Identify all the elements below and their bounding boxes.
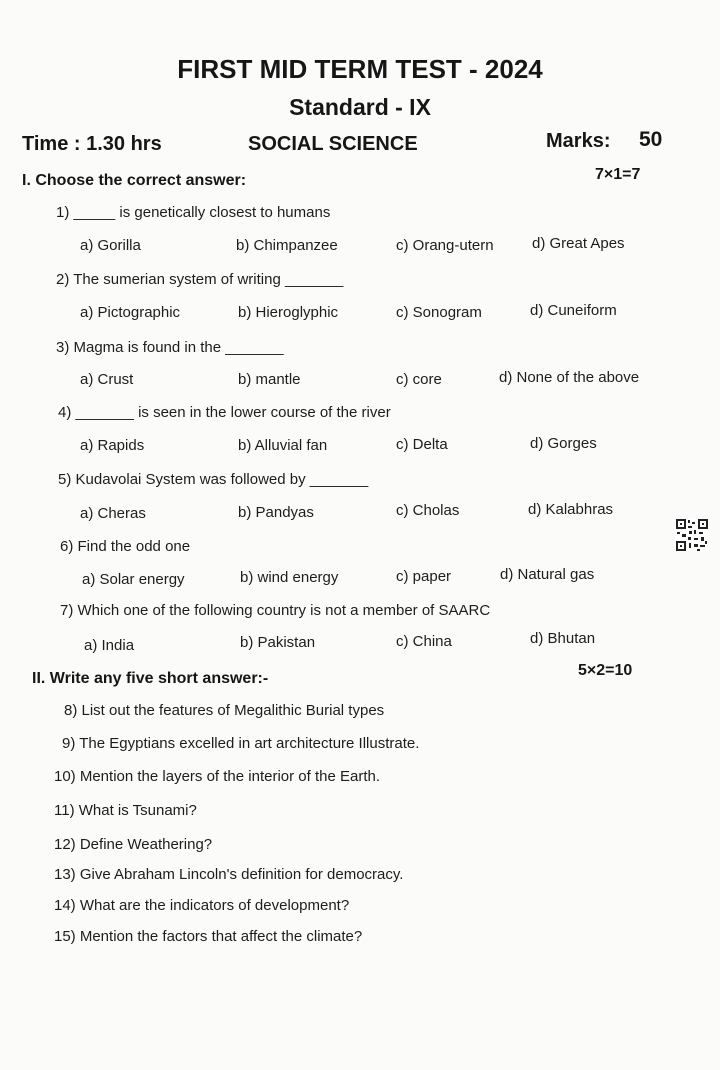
q6-option-c: c) paper <box>396 568 452 585</box>
question-15: 15) Mention the factors that affect the climate? <box>54 928 363 945</box>
q4-option-c: c) Delta <box>396 436 448 453</box>
marks-label: Marks: <box>546 130 611 152</box>
question-9: 9) The Egyptians excelled in art architecture Illustrate. <box>62 735 420 752</box>
q6-option-d: d) Natural gas <box>500 566 595 583</box>
marks-value: 50 <box>639 128 663 151</box>
page-title: FIRST MID TERM TEST - 2024 <box>177 54 543 84</box>
qr-code-icon <box>675 518 709 552</box>
q2-option-c: c) Sonogram <box>396 304 482 321</box>
q1-option-d: d) Great Apes <box>532 235 625 252</box>
q7-option-b: b) Pakistan <box>240 634 316 651</box>
q1-option-c: c) Orang-utern <box>396 237 494 254</box>
section1-marks: 7×1=7 <box>595 166 641 183</box>
section2-marks: 5×2=10 <box>578 662 633 679</box>
subject-label: SOCIAL SCIENCE <box>248 133 418 155</box>
q4-option-b: b) Alluvial fan <box>238 437 328 454</box>
q6-option-a: a) Solar energy <box>82 571 185 588</box>
q6-option-b: b) wind energy <box>240 569 339 586</box>
q4-option-a: a) Rapids <box>80 437 145 454</box>
q5-option-a: a) Cheras <box>80 505 146 522</box>
question-3: 3) Magma is found in the _______ <box>56 339 284 356</box>
question-6: 6) Find the odd one <box>60 538 191 555</box>
time-label: Time : 1.30 hrs <box>22 133 162 155</box>
q3-option-d: d) None of the above <box>499 369 640 386</box>
question-5: 5) Kudavolai System was followed by _______ <box>58 471 369 488</box>
q3-option-c: c) core <box>396 371 442 388</box>
question-1: 1) _____ is genetically closest to humans <box>56 204 331 221</box>
section1-heading: I. Choose the correct answer: <box>22 172 247 189</box>
q2-option-a: a) Pictographic <box>80 304 181 321</box>
q3-option-b: b) mantle <box>238 371 301 388</box>
question-11: 11) What is Tsunami? <box>54 802 197 819</box>
question-7: 7) Which one of the following country is not a member of SAARC <box>60 602 491 619</box>
question-2: 2) The sumerian system of writing _______ <box>56 271 344 288</box>
q7-option-a: a) India <box>84 637 135 654</box>
q2-option-d: d) Cuneiform <box>530 302 617 319</box>
q2-option-b: b) Hieroglyphic <box>238 304 339 321</box>
section2-heading: II. Write any five short answer:- <box>32 670 269 687</box>
question-14: 14) What are the indicators of development? <box>54 897 350 914</box>
question-8: 8) List out the features of Megalithic Burial types <box>64 702 385 719</box>
q5-option-c: c) Cholas <box>396 502 460 519</box>
q7-option-d: d) Bhutan <box>530 630 596 647</box>
q7-option-c: c) China <box>396 633 452 650</box>
q4-option-d: d) Gorges <box>530 435 597 452</box>
question-4: 4) _______ is seen in the lower course of the river <box>58 404 391 421</box>
q5-option-d: d) Kalabhras <box>528 501 614 518</box>
q3-option-a: a) Crust <box>80 371 134 388</box>
q5-option-b: b) Pandyas <box>238 504 314 521</box>
question-13: 13) Give Abraham Lincoln's definition for democracy. <box>54 866 404 883</box>
question-10: 10) Mention the layers of the interior of the Earth. <box>54 768 381 785</box>
standard-label: Standard - IX <box>289 94 431 120</box>
q1-option-b: b) Chimpanzee <box>236 237 338 254</box>
q1-option-a: a) Gorilla <box>80 237 141 254</box>
question-12: 12) Define Weathering? <box>54 836 213 853</box>
